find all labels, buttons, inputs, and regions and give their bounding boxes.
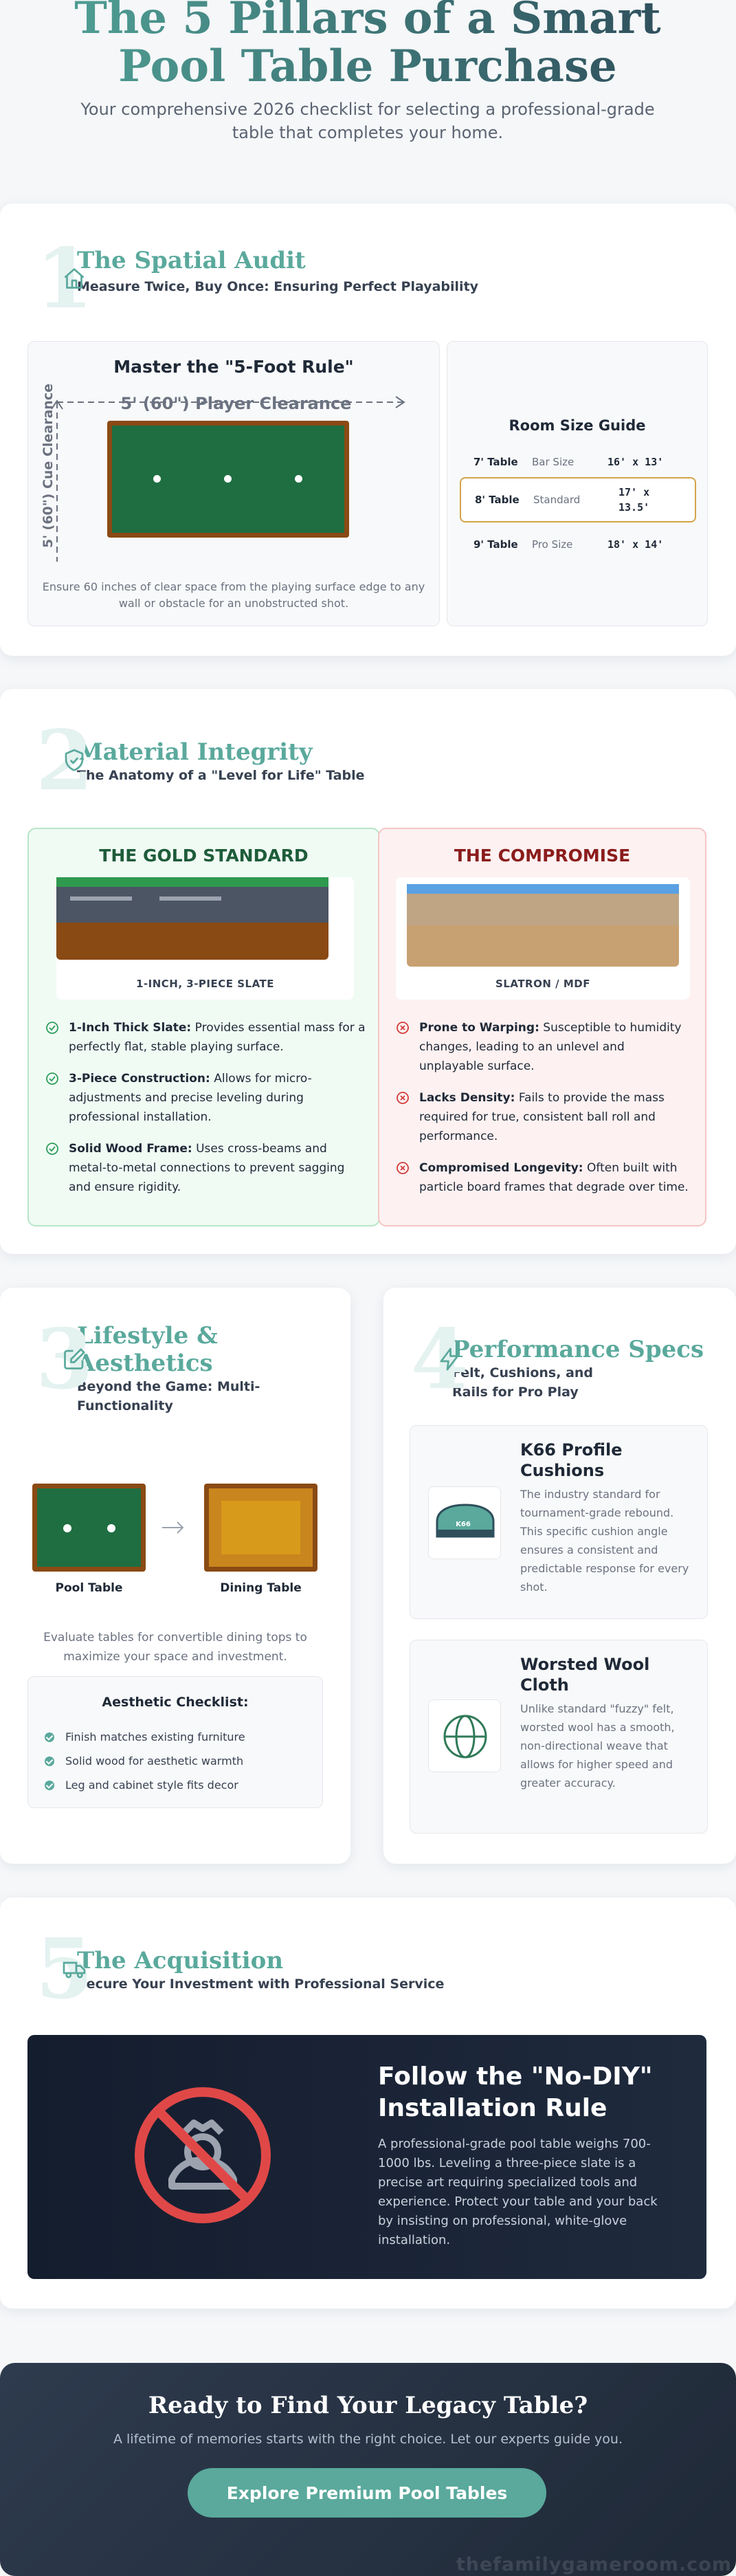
size-guide-title: Room Size Guide xyxy=(509,417,646,434)
ball xyxy=(107,1524,115,1532)
dining-top xyxy=(221,1501,300,1554)
arrow-right-icon xyxy=(159,1519,187,1536)
section-title: The Spatial Audit xyxy=(77,247,306,274)
x-circle-icon xyxy=(396,1158,419,1197)
shield-check-icon xyxy=(62,748,87,773)
checklist-text: Leg and cabinet style fits decor xyxy=(65,1779,238,1792)
pool-table-diagram xyxy=(107,421,349,538)
pencil-square-icon xyxy=(62,1347,87,1372)
room-size-guide xyxy=(447,341,708,626)
section-badge xyxy=(411,1311,487,1408)
size-row-highlighted xyxy=(460,477,696,522)
gold-standard-list xyxy=(45,1018,368,1209)
banner-text: A professional-grade pool table weighs 700-1000 lbs. Leveling a three-piece slate is a precise art requiring specialized tools and experience. Protect your table and your back by insisting on professional, white-glove installation. xyxy=(378,2137,658,2247)
material-header xyxy=(36,712,365,809)
material-integrity-card xyxy=(0,689,736,1254)
section-badge xyxy=(36,712,111,809)
lightning-icon xyxy=(437,1347,462,1372)
item-text: Provides essential mass for a perfectly flat, stable playing surface. xyxy=(69,1021,366,1054)
spec-card xyxy=(410,1425,708,1619)
compromise-panel xyxy=(378,828,706,1226)
gold-caption: 1-INCH, 3-PIECE SLATE xyxy=(135,978,275,990)
section-subtitle: The Anatomy of a "Level for Life" Table xyxy=(77,768,365,783)
section-badge xyxy=(36,1921,111,2018)
lifestyle-header xyxy=(36,1311,290,1416)
list-item xyxy=(45,1018,368,1057)
section-number: 5 xyxy=(36,1921,93,2018)
checklist-item xyxy=(45,1754,243,1768)
check-icon xyxy=(45,1732,54,1742)
page-subtitle: Your comprehensive 2026 checklist for selecting a professional-grade table that completes your home. xyxy=(80,100,655,142)
section-badge xyxy=(36,1311,111,1408)
table-size: 7' Table xyxy=(473,456,518,468)
pool-table-mini xyxy=(32,1484,146,1572)
cushion-label: K66 xyxy=(456,1521,471,1528)
section-title: The Acquisition xyxy=(77,1947,284,1974)
cta-footer xyxy=(0,2363,736,2576)
section-subtitle: Beyond the Game: Multi-Functionality xyxy=(77,1379,260,1413)
rule-note: Ensure 60 inches of clear space from the playing surface edge to any wall or obstacle for an unobstructed shot. xyxy=(42,580,425,610)
section-badge xyxy=(36,230,111,327)
checklist-text: Solid wood for aesthetic warmth xyxy=(65,1754,244,1768)
section-subtitle: Secure Your Investment with Professional Service xyxy=(77,1977,445,1992)
item-text: Fails to provide the mass required for true, consistent ball roll and performance. xyxy=(419,1091,665,1143)
checklist-item xyxy=(45,1730,245,1743)
hero xyxy=(0,0,736,144)
cta-subtitle: A lifetime of memories starts with the right choice. Let our experts guide you. xyxy=(113,2432,623,2447)
pool-table-label: Pool Table xyxy=(55,1581,123,1595)
performance-header xyxy=(411,1311,704,1408)
list-item xyxy=(396,1018,691,1076)
acquisition-card xyxy=(0,1897,736,2309)
list-item xyxy=(396,1088,691,1146)
brand-watermark: thefamilygameroom.com xyxy=(456,2554,732,2575)
ball xyxy=(295,475,302,483)
table-type: Pro Size xyxy=(532,538,573,551)
lifestyle-card xyxy=(0,1288,350,1864)
spec-title: Worsted Wool Cloth xyxy=(520,1655,650,1695)
gold-standard-panel xyxy=(27,828,380,1226)
item-text: Often built with particle board frames that degrade over time. xyxy=(419,1161,689,1194)
size-row xyxy=(460,445,696,479)
spec-title: K66 Profile Cushions xyxy=(520,1440,623,1480)
slate-illustration xyxy=(56,877,354,1000)
item-bold: 1-Inch Thick Slate: xyxy=(69,1021,192,1035)
section-number: 2 xyxy=(36,712,93,809)
item-text: Susceptible to humidity changes, leading to an unlevel and unplayable surface. xyxy=(419,1021,682,1073)
spec-text: The industry standard for tournament-grade rebound. This specific cushion angle ensures a consistent and predictable response for every shot. xyxy=(520,1488,689,1594)
room-size: 16' x 13' xyxy=(607,456,664,468)
section-number: 3 xyxy=(36,1311,93,1408)
list-item xyxy=(396,1158,691,1197)
table-size: 8' Table xyxy=(475,494,520,506)
section-title: Material Integrity xyxy=(77,738,313,766)
spec-text: Unlike standard "fuzzy" felt, worsted wool has a smooth, non-directional weave that allows for higher speed and greater accuracy. xyxy=(520,1702,675,1790)
check-circle-icon xyxy=(45,1018,69,1057)
banner-title: Follow the "No-DIY" Installation Rule xyxy=(378,2062,653,2122)
player-clearance-label: 5' (60") Player Clearance xyxy=(120,394,352,413)
acquisition-header xyxy=(36,1921,445,2018)
section-number: 1 xyxy=(36,230,93,327)
ball xyxy=(63,1524,71,1532)
room-size: 17' x 13.5' xyxy=(618,486,650,514)
section-subtitle: Felt, Cushions, and Rails for Pro Play xyxy=(452,1365,594,1400)
item-bold: Compromised Longevity: xyxy=(419,1161,583,1175)
ball xyxy=(153,475,161,483)
item-bold: Solid Wood Frame: xyxy=(69,1142,192,1156)
item-bold: Prone to Warping: xyxy=(419,1021,539,1035)
checklist-text: Finish matches existing furniture xyxy=(65,1730,245,1743)
dining-table-mini xyxy=(204,1484,317,1572)
section-number: 4 xyxy=(411,1311,469,1408)
globe-icon xyxy=(428,1699,501,1772)
mdf-illustration xyxy=(396,877,690,1000)
spatial-audit-header xyxy=(36,230,479,327)
size-row xyxy=(460,527,696,562)
section-subtitle: Measure Twice, Buy Once: Ensuring Perfect Playability xyxy=(77,279,479,294)
aesthetic-checklist xyxy=(27,1676,323,1808)
check-circle-icon xyxy=(45,1069,69,1127)
list-item xyxy=(45,1139,368,1197)
room-size: 18' x 14' xyxy=(607,538,664,551)
compromise-heading: THE COMPROMISE xyxy=(454,846,631,866)
lifestyle-note: Evaluate tables for convertible dining tops to maximize your space and investment. xyxy=(43,1631,307,1664)
spec-card xyxy=(410,1640,708,1834)
truck-icon xyxy=(62,1957,87,1981)
compromise-list xyxy=(396,1018,691,1209)
item-text: Allows for micro-adjustments and precise leveling during professional installation. xyxy=(69,1072,312,1124)
table-type: Standard xyxy=(533,494,581,506)
section-title: Lifestyle & Aesthetics xyxy=(77,1322,218,1377)
check-icon xyxy=(45,1781,54,1790)
gold-standard-heading: THE GOLD STANDARD xyxy=(99,846,309,866)
table-type: Bar Size xyxy=(532,456,575,468)
table-size: 9' Table xyxy=(473,538,518,551)
spatial-audit-card xyxy=(0,203,736,656)
no-diy-icon xyxy=(131,2083,275,2227)
page-title: The 5 Pillars of a Smart Pool Table Purchase xyxy=(58,0,677,91)
checklist-title: Aesthetic Checklist: xyxy=(102,1695,249,1710)
item-bold: 3-Piece Construction: xyxy=(69,1072,210,1086)
five-foot-rule-panel xyxy=(27,341,440,626)
item-bold: Lacks Density: xyxy=(419,1091,515,1105)
compromise-caption: SLATRON / MDF xyxy=(495,978,590,990)
list-item xyxy=(45,1069,368,1127)
cue-clearance-label: 5' (60") Cue Clearance xyxy=(41,384,56,548)
checklist-item xyxy=(45,1779,238,1792)
house-icon xyxy=(62,266,87,291)
section-title: Performance Specs xyxy=(452,1336,704,1363)
check-circle-icon xyxy=(45,1139,69,1197)
cta-title: Ready to Find Your Legacy Table? xyxy=(148,2392,588,2419)
x-circle-icon xyxy=(396,1088,419,1146)
no-diy-banner xyxy=(27,2035,706,2279)
dining-table-label: Dining Table xyxy=(220,1581,302,1595)
check-icon xyxy=(45,1757,54,1766)
rule-title: Master the "5-Foot Rule" xyxy=(113,357,354,377)
cushion-icon xyxy=(428,1486,501,1559)
x-circle-icon xyxy=(396,1018,419,1076)
performance-card xyxy=(383,1288,736,1864)
ball xyxy=(224,475,232,483)
item-text: Uses cross-beams and metal-to-metal connections to prevent sagging and ensure rigidity. xyxy=(69,1142,345,1194)
explore-pool-tables-button[interactable]: Explore Premium Pool Tables xyxy=(188,2468,546,2518)
